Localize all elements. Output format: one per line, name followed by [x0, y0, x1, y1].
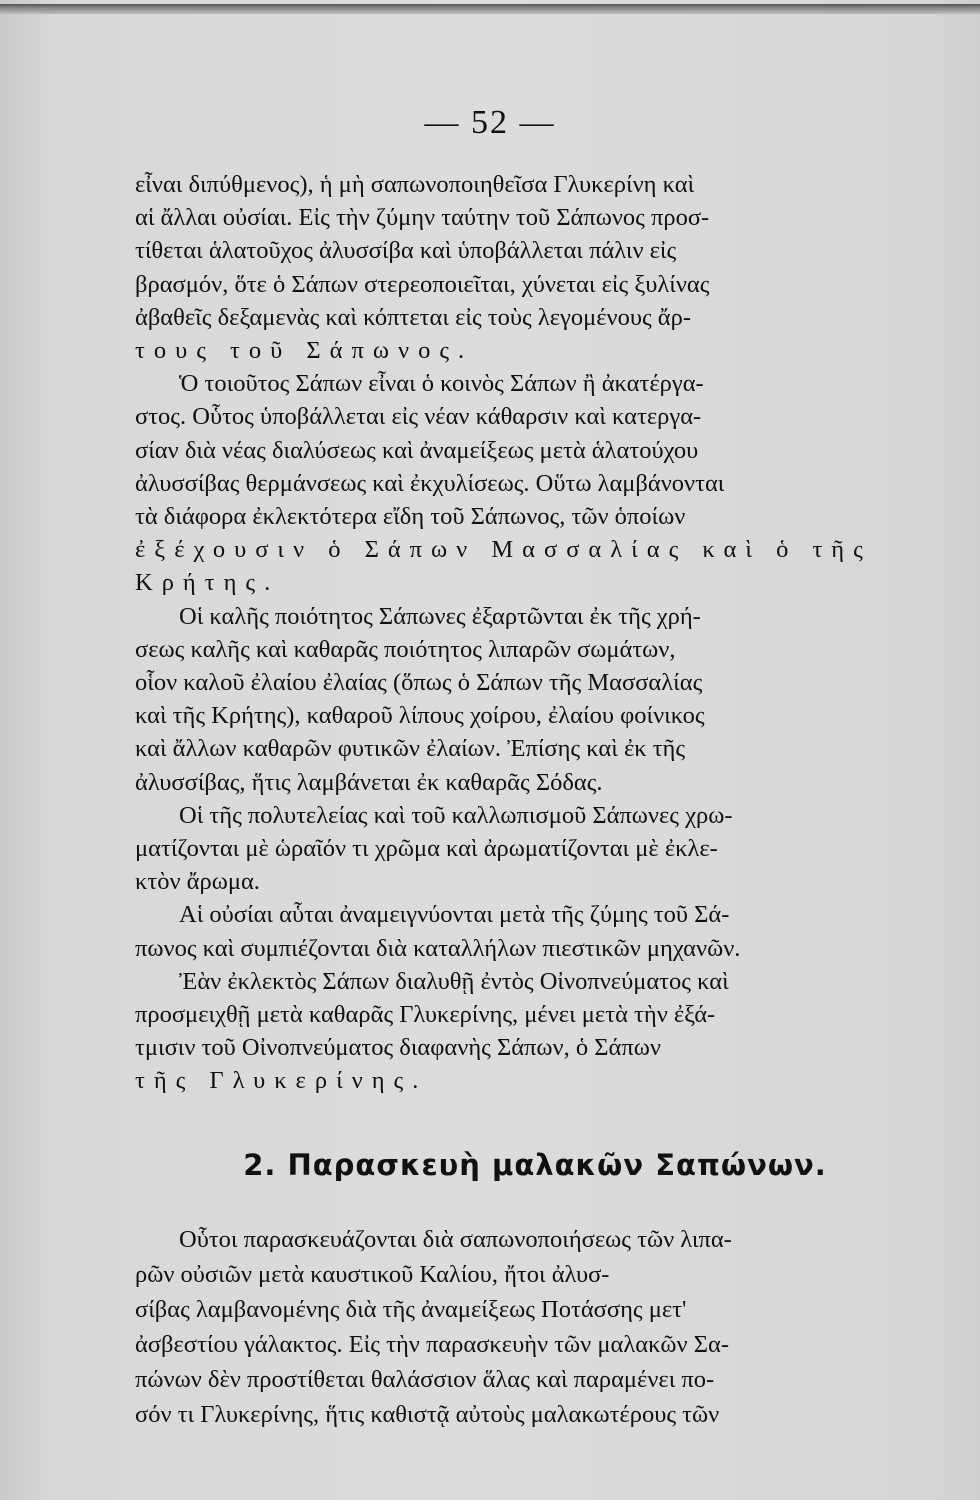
text-line: πωνος καὶ συμπιέζονται διὰ καταλλήλων πιεστικῶν μηχανῶν.	[135, 934, 741, 962]
text-line: ἀλυσσίβας, ἥτις λαμβάνεται ἐκ καθαρᾶς Σόδας.	[135, 768, 603, 796]
text-line: αἱ ἄλλαι οὐσίαι. Εἰς τὴν ζύμην ταύτην τοῦ Σάπωνος προσ-	[135, 204, 710, 232]
page-top-edge	[0, 4, 980, 14]
page-number: — 52 —	[424, 104, 556, 141]
text-line: Αἱ οὐσίαι αὗται ἀναμειγνύονται μετὰ τῆς ζύμης τοῦ Σά-	[179, 901, 730, 929]
text-line: Ἐὰν ἐκλεκτὸς Σάπων διαλυθῇ ἐντὸς Οἰνοπνεύματος καὶ	[179, 967, 729, 995]
text-line: οἷον καλοῦ ἐλαίου ἐλαίας (ὅπως ὁ Σάπων τῆς Μασσαλίας	[135, 669, 703, 697]
body-text-bottom	[135, 1222, 955, 1432]
section-heading: 2. Παρασκευὴ μαλακῶν Σαπώνων.	[243, 1148, 827, 1182]
body-text-top	[135, 168, 955, 1098]
text-line: προσμειχθῇ μετὰ καθαρᾶς Γλυκερίνης, μένει μετὰ τὴν ἐξά-	[135, 1001, 716, 1029]
text-line: ἐξέχουσιν ὁ Σάπων Μασσαλίας καὶ ὁ τῆς	[135, 536, 872, 564]
text-line: σίβας λαμβανομένης διὰ τῆς ἀναμείξεως Ποτάσσης μετ'	[135, 1296, 687, 1323]
text-line: καὶ τῆς Κρήτης), καθαροῦ λίπους χοίρου, ἐλαίου φοίνικος	[135, 702, 705, 730]
text-line: πώνων δὲν προστίθεται θαλάσσιον ἅλας καὶ παραμένει πο-	[135, 1366, 715, 1393]
text-line: τίθεται ἁλατοῦχος ἀλυσσίβα καὶ ὑποβάλλεται πάλιν εἰς	[135, 237, 677, 265]
text-line: Ὁ τοιοῦτος Σάπων εἶναι ὁ κοινὸς Σάπων ἢ ἀκατέργα-	[179, 370, 704, 398]
text-line: Οἱ καλῆς ποιότητος Σάπωνες ἐξαρτῶνται ἐκ τῆς χρή-	[179, 602, 701, 630]
text-line: Οἱ τῆς πολυτελείας καὶ τοῦ καλλωπισμοῦ Σάπωνες χρω-	[179, 801, 733, 829]
text-line: Κρήτης.	[135, 569, 280, 597]
text-line: βρασμόν, ὅτε ὁ Σάπων στερεοποιεῖται, χύνεται εἰς ξυλίνας	[135, 270, 710, 298]
text-line: Οὗτοι παρασκευάζονται διὰ σαπωνοποιήσεως τῶν λιπα-	[179, 1226, 732, 1253]
text-line: τῆς Γλυκερίνης.	[135, 1067, 428, 1095]
text-line: τὰ διάφορα ἐκλεκτότερα εἴδη τοῦ Σάπωνος, τῶν ὁποίων	[135, 503, 686, 531]
text-line: ρῶν οὐσιῶν μετὰ καυστικοῦ Καλίου, ἤτοι ἀλυσ-	[135, 1261, 610, 1288]
text-line: κτὸν ἄρωμα.	[135, 868, 260, 896]
text-line: ἀλυσσίβας θερμάνσεως καὶ ἐκχυλίσεως. Οὕτω λαμβάνονται	[135, 469, 725, 497]
text-line: σεως καλῆς καὶ καθαρᾶς ποιότητος λιπαρῶν σωμάτων,	[135, 635, 676, 663]
text-line: τμισιν τοῦ Οἰνοπνεύματος διαφανὴς Σάπων, ὁ Σάπων	[135, 1034, 661, 1062]
text-line: εἶναι διπύθμενος), ἡ μὴ σαπωνοποιηθεῖσα Γλυκερίνη καὶ	[135, 171, 695, 198]
text-line: ἀβαθεῖς δεξαμενὰς καὶ κόπτεται εἰς τοὺς λεγομένους ἄρ-	[135, 303, 691, 331]
text-line: στος. Οὗτος ὑποβάλλεται εἰς νέαν κάθαρσιν καὶ κατεργα-	[135, 403, 702, 431]
text-line: σίαν διὰ νέας διαλύσεως καὶ ἀναμείξεως μετὰ ἁλατούχου	[135, 436, 699, 464]
text-line: ματίζονται μὲ ὡραῖόν τι χρῶμα καὶ ἀρωματίζονται μὲ ἐκλε-	[135, 835, 718, 863]
text-line: τους τοῦ Σάπωνος.	[135, 337, 474, 365]
text-line: καὶ ἄλλων καθαρῶν φυτικῶν ἐλαίων. Ἐπίσης καὶ ἐκ τῆς	[135, 735, 686, 763]
text-line: ἀσβεστίου γάλακτος. Εἰς τὴν παρασκευὴν τῶν μαλακῶν Σα-	[135, 1331, 730, 1358]
text-line: σόν τι Γλυκερίνης, ἥτις καθιστᾷ αὐτοὺς μαλακωτέρους τῶν	[135, 1401, 720, 1428]
